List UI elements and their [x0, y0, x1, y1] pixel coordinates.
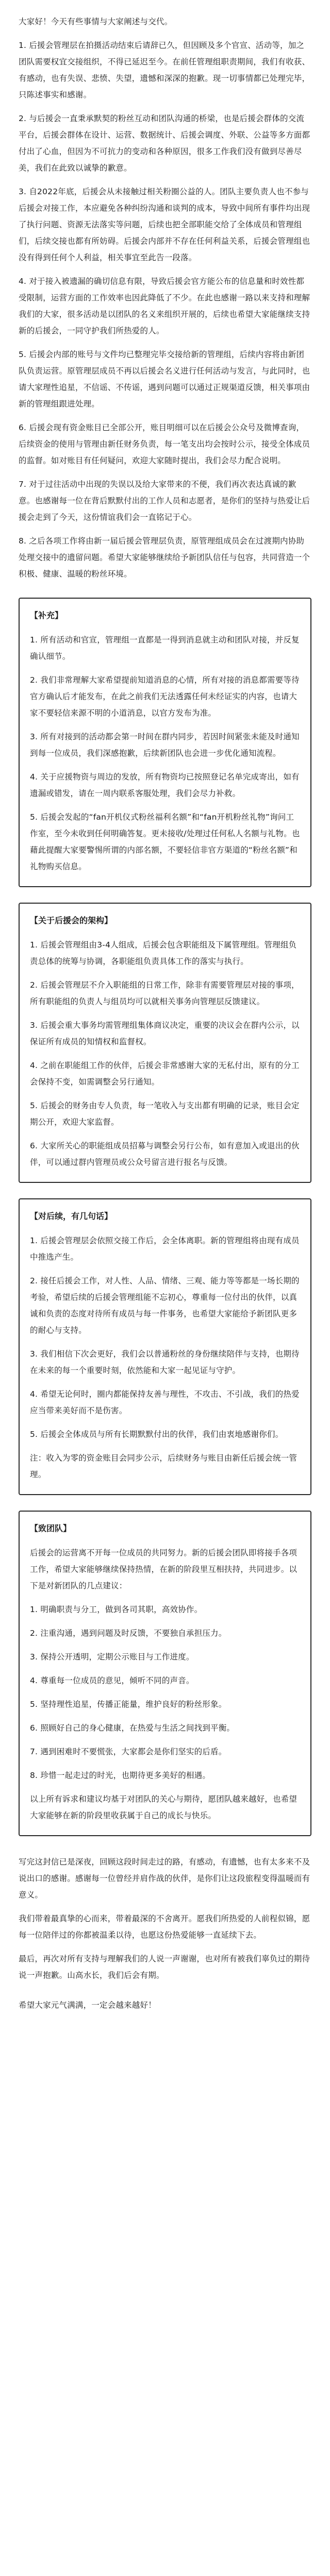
responsibility-item: 5. 后援会全体成员与所有长期默默付出的伙伴，我们由衷地感谢你们。 [30, 1430, 284, 1439]
responsibility-item: 3. 我们相信下次会更好，我们会以普通粉丝的身份继续陪伴与支持，也期待在未来的每一个重要时刻，依然能和大家一起见证与守护。 [30, 1349, 300, 1375]
structure-item: 1. 后援会管理组由3-4人组成，后援会包含职能组及下属管理组。管理组负责总体的统筹与协调，各职能组负责具体工作的落实与执行。 [30, 940, 297, 966]
team-item: 2. 注重沟通，遇到问题及时反馈，不要独自承担压力。 [30, 1629, 227, 1638]
closing-paragraph: 最后，再次对所有支持与理解我们的人说一声谢谢，也对所有被我们辜负过的期待说一声抱歉。山高水长，我们后会有期。 [19, 1954, 310, 1980]
supplement-item: 1. 所有活动和官宣，管理组一直都是一得到消息就主动和团队对接，并反复确认细节。 [30, 635, 300, 661]
responsibility-item: 1. 后援会管理层会依照交接工作后，会全体离职。新的管理组将由现有成员中推选产生。 [30, 1236, 300, 1262]
structure-item: 2. 后援会管理层不介入职能组的日常工作，除非有需要管理层对接的事项，所有职能组的负责人与组员均可以就相关事务向管理层反馈建议。 [30, 980, 300, 1006]
structure-item: 6. 大家所关心的职能组成员招募与调整会另行公布，如有意加入或退出的伙伴，可以通过群内管理员或公众号留言进行报名与反馈。 [30, 1141, 300, 1167]
team-item: 1. 明确职责与分工，做到各司其职，高效协作。 [30, 1605, 203, 1614]
supplement-item: 4. 关于应援物资与周边的发放，所有物资均已按照登记名单完成寄出，如有遗漏或错发，请在一周内联系客服处理，我们会尽力补救。 [30, 772, 300, 798]
team-item: 4. 尊重每一位成员的意见，倾听不同的声音。 [30, 1676, 194, 1685]
responsibility-note: 注：收入为零的资金账目会同步公示，后续财务与账目由新任后援会统一管理。 [30, 1453, 298, 1479]
main-point: 4. 对于接入被遗漏的确切信息有限，导致后援会官方能公布的信息量和时效性都受限制，运营方面的工作效率也因此降低了不少。在此也感谢一路以来支持和理解我们的大家，很多活动是以团队的名义来组织开展的，后续也希望大家能继续支持新的后援会，一同守护我们所热爱的人。 [19, 277, 310, 335]
team-item: 6. 照顾好自己的身心健康，在热爱与生活之间找到平衡。 [30, 1723, 235, 1733]
supplement-box [19, 598, 311, 887]
team-item: 8. 珍惜一起走过的时光，也期待更多美好的相遇。 [30, 1771, 211, 1780]
team-title: 【致团队】 [30, 1523, 72, 1533]
main-point: 1. 后援会管理层在拍摄活动结束后请辞已久，但因顾及多个官宣、活动等，加之团队需要权宜交接组织，不得已延迟至今。在前任管理组职责期间，我们有收获、有感动，也有失误、悲愤、失望，遗憾和深深的抱歉。现一切事情都已处理完毕，只陈述事实和感谢。 [19, 41, 310, 99]
team-item: 3. 保持公开透明，定期公示账目与工作进度。 [30, 1652, 194, 1662]
main-point: 7. 对于过往活动中出现的失误以及给大家带来的不便，我们再次表达真诚的歉意。也感谢每一位在背后默默付出的工作人员和志愿者，是你们的坚持与热爱让后援会走到了今天，这份情谊我们会一直铭记于心。 [19, 480, 310, 522]
greeting: 大家好！今天有些事情与大家阐述与交代。 [19, 17, 173, 26]
supplement-item: 5. 后援会发起的“fan开机仪式粉丝福利名额”和“fan开机粉丝礼物”询问工作室，至今未收到任何明确答复。更未接收/处理过任何私人名额与礼物。也藉此提醒大家要警惕所谓的内部名额，不要轻信非官方渠道的“粉丝名额”和礼物购买信息。 [30, 812, 300, 871]
responsibility-box [19, 1198, 311, 1495]
structure-item: 4. 之前在职能组工作的伙伴，后援会非常感谢大家的无私付出，原有的分工会保持不变，如需调整会另行通知。 [30, 1061, 300, 1087]
main-point: 3. 自2022年底，后援会从未接触过相关粉圈公益的人。团队主要负责人也不参与后援会对接工作，本应避免各种纠纷沟通和谈判的成本，导致中间所有事件均出现了执行问题、资源无法落实等问题，后续也把全部职能交给了全体成员和管理组们，后续交接也都有所妨碍。后援会内部并不存在任何利益关系，后援会管理组也没有得到任何个人利益，相关事宜至此告一段落。 [19, 187, 310, 262]
main-point: 2. 与后援会一直秉承默契的粉丝互动和团队沟通的桥梁，也是后援会群体的交流平台，后援会群体在设计、运营、数据统计、后援会调度、外联、公益等多方面都付出了心血，但因为不可抗力的变动和各种原因，很多工作我们没有做到尽善尽美，我们在此致以诚挚的歉意。 [19, 114, 310, 173]
responsibility-title: 【对后续，有几句话】 [30, 1211, 113, 1221]
structure-item: 5. 后援会的财务由专人负责，每一笔收入与支出都有明确的记录，账目会定期公开，欢迎大家监督。 [30, 1101, 300, 1127]
responsibility-item: 2. 接任后援会工作，对人性、人品、情绪、三观、能力等等都是一场长期的考验，希望后续的后援会管理组能不忘初心，尊重每一位付出的伙伴，以真诚和负责的态度对待所有成员与每一件事务，也希望大家能给予新团队更多的耐心与支持。 [30, 1276, 300, 1335]
supplement-title: 【补充】 [30, 611, 63, 620]
supplement-item: 2. 我们非常理解大家希望提前知道消息的心情，所有对接的消息都需要等待官方确认后才能发布，在此之前我们无法透露任何未经证实的内容，也请大家不要轻信来源不明的小道消息，以官方发布为准。 [30, 675, 300, 718]
team-item: 5. 坚持理性追星，传播正能量，维护良好的粉丝形象。 [30, 1700, 227, 1709]
team-item: 7. 遇到困难时不要慌张，大家都会是你们坚实的后盾。 [30, 1747, 227, 1756]
team-box [19, 1511, 311, 1836]
team-outro: 以上所有诉求和建议均基于对团队的关心与期待，愿团队越来越好，也希望大家能够在新的阶段里收获属于自己的成长与快乐。 [30, 1794, 298, 1820]
main-point: 5. 后援会内部的账号与文件均已整理完毕交接给新的管理组，后续内容将由新团队负责运营。原管理层成员不再以后援会名义进行任何活动与发言，与此同时，也请大家理性追星，不信谣、不传谣，遇到问题可以通过正规渠道反馈，相关事项由新的管理组跟进处理。 [19, 350, 310, 409]
closing-section [19, 1854, 311, 2013]
closing-paragraph: 写完这封信已是深夜，回顾这段时间走过的路，有感动，有遗憾，也有太多来不及说出口的感谢。感谢每一位曾经并肩作战的伙伴，是你们让这段旅程变得温暖而有意义。 [19, 1857, 310, 1900]
closing-paragraph: 我们带着最真挚的心而来，带着最深的不舍离开。愿我们所热爱的人前程似锦，愿每一位陪伴过的你都被温柔以待，也愿这份热爱能够一直延续下去。 [19, 1914, 310, 1940]
supplement-item: 3. 所有对接到的活动都会第一时间在群内同步，若因时间紧张未能及时通知到每一位成员，我们深感抱歉，后续新团队也会进一步优化通知流程。 [30, 732, 300, 758]
structure-item: 3. 后援会重大事务均需管理组集体商议决定，重要的决议会在群内公示，以保证所有成员的知情权和监督权。 [30, 1021, 300, 1046]
structure-title: 【关于后援会的架构】 [30, 916, 113, 925]
main-point: 8. 之后各项工作将由新一届后援会管理层负责，原管理组成员会在过渡期内协助处理交接中的遗留问题。希望大家能够继续给予新团队信任与包容，共同营造一个积极、健康、温暖的粉丝环境。 [19, 536, 310, 579]
main-point: 6. 后援会现有资金账目已全部公开，账目明细可以在后援会公众号及微博查询，后续资金的使用与管理由新任财务负责，每一笔支出均会按时公示，接受全体成员的监督。如对账目有任何疑问，欢迎大家随时提出，我们会尽力配合说明。 [19, 423, 310, 465]
structure-box [19, 903, 311, 1183]
team-intro: 后援会的运营离不开每一位成员的共同努力。新的后援会团队即将接手各项工作，希望大家能够继续保持热情，在新的阶段里互相扶持，共同进步。以下是对新团队的几点建议： [30, 1548, 298, 1590]
signoff: 希望大家元气满满，一定会越来越好！ [19, 2001, 156, 2010]
responsibility-item: 4. 希望无论何时，圈内都能保持友善与理性，不攻击、不引战，我们的热爱应当带来美好而不是伤害。 [30, 1389, 300, 1415]
